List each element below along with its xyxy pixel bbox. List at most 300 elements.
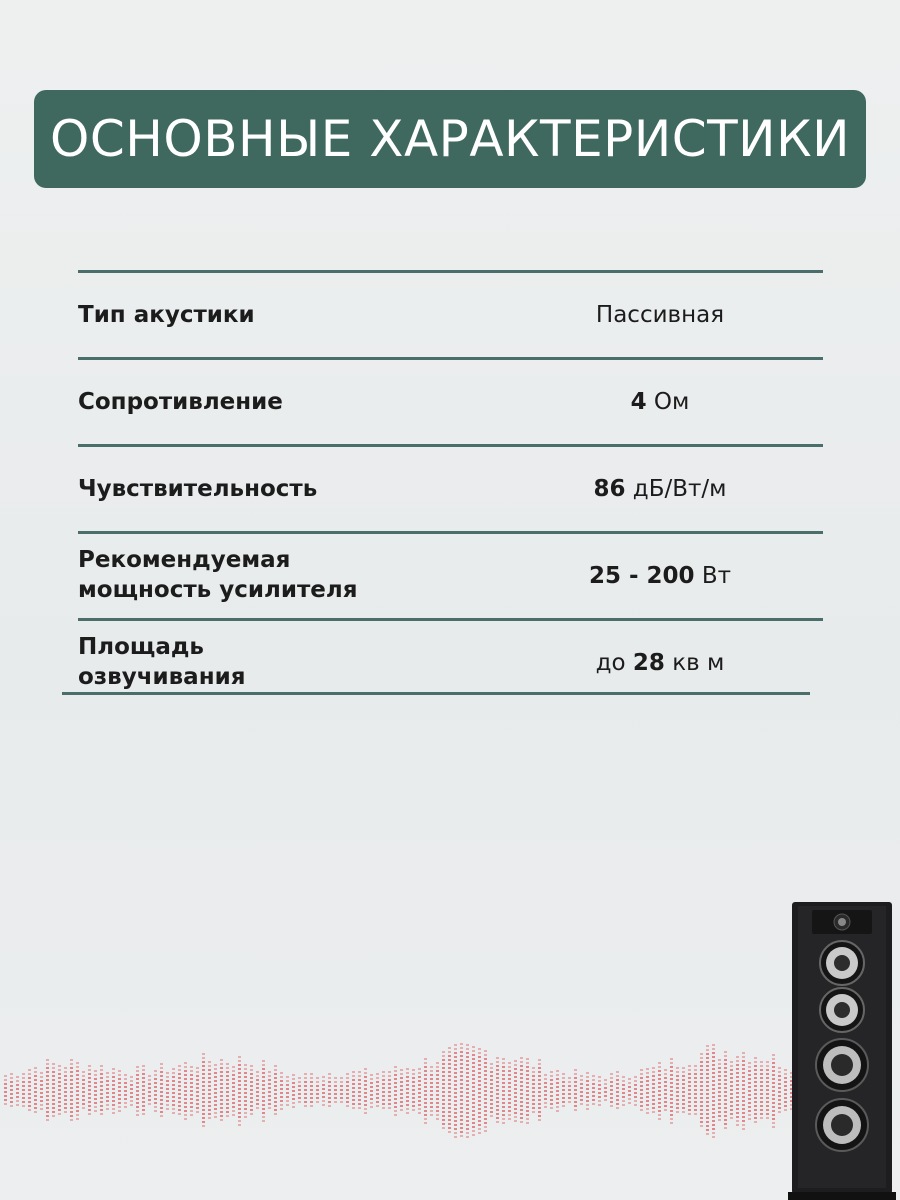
wave-dot (34, 1083, 37, 1085)
wave-dot (340, 1077, 343, 1079)
wave-dot (166, 1080, 169, 1082)
wave-dot (694, 1069, 697, 1071)
wave-dot (586, 1076, 589, 1078)
wave-dot (748, 1118, 751, 1120)
wave-dot (346, 1105, 349, 1107)
wave-dot (262, 1080, 265, 1082)
wave-dot (328, 1089, 331, 1091)
wave-dot (244, 1076, 247, 1078)
wave-dot (82, 1091, 85, 1093)
wave-dot (124, 1102, 127, 1104)
wave-dot (466, 1064, 469, 1066)
wave-dot (658, 1110, 661, 1112)
wave-dot (454, 1120, 457, 1122)
wave-dot (748, 1062, 751, 1064)
wave-dot (478, 1104, 481, 1106)
wave-dot (748, 1066, 751, 1068)
wave-dot (670, 1066, 673, 1068)
wave-dot (754, 1101, 757, 1103)
wave-dot (760, 1105, 763, 1107)
wave-dot (442, 1119, 445, 1121)
wave-dot (184, 1086, 187, 1088)
wave-dot (766, 1089, 769, 1091)
wave-dot (772, 1098, 775, 1100)
wave-dot (334, 1085, 337, 1087)
wave-dot (730, 1093, 733, 1095)
wave-dot (676, 1075, 679, 1077)
wave-dot (700, 1109, 703, 1111)
wave-dot (682, 1091, 685, 1093)
wave-dot (616, 1095, 619, 1097)
wave-dot (46, 1079, 49, 1081)
wave-dot (508, 1110, 511, 1112)
wave-dot (502, 1094, 505, 1096)
wave-dot (394, 1110, 397, 1112)
wave-dot (88, 1105, 91, 1107)
wave-dot (70, 1099, 73, 1101)
wave-dot (226, 1103, 229, 1105)
wave-dot (274, 1093, 277, 1095)
wave-dot (124, 1082, 127, 1084)
wave-dot (100, 1101, 103, 1103)
wave-dot (76, 1070, 79, 1072)
wave-dot (430, 1098, 433, 1100)
wave-dot (424, 1090, 427, 1092)
wave-dot (718, 1091, 721, 1093)
wave-dot (238, 1096, 241, 1098)
wave-dot (238, 1124, 241, 1126)
wave-dot (226, 1079, 229, 1081)
wave-dot (670, 1062, 673, 1064)
wave-dot (424, 1098, 427, 1100)
wave-dot (556, 1098, 559, 1100)
wave-dot (322, 1080, 325, 1082)
wave-dot (64, 1067, 67, 1069)
wave-dot (52, 1099, 55, 1101)
wave-dot (742, 1124, 745, 1126)
wave-dot (718, 1075, 721, 1077)
wave-dot (778, 1079, 781, 1081)
wave-dot (472, 1118, 475, 1120)
wave-dot (616, 1087, 619, 1089)
wave-dot (670, 1110, 673, 1112)
wave-dot (472, 1058, 475, 1060)
wave-dot (628, 1078, 631, 1080)
wave-dot (454, 1136, 457, 1138)
wave-dot (442, 1059, 445, 1061)
wave-dot (784, 1081, 787, 1083)
wave-dot (580, 1075, 583, 1077)
wave-dot (136, 1070, 139, 1072)
wave-dot (58, 1085, 61, 1087)
wave-dot (670, 1122, 673, 1124)
wave-dot (262, 1116, 265, 1118)
wave-dot (466, 1132, 469, 1134)
wave-dot (274, 1089, 277, 1091)
wave-dot (508, 1118, 511, 1120)
wave-dot (478, 1120, 481, 1122)
wave-dot (148, 1083, 151, 1085)
wave-dot (436, 1110, 439, 1112)
wave-dot (190, 1074, 193, 1076)
wave-dot (640, 1089, 643, 1091)
wave-dot (772, 1094, 775, 1096)
wave-dot (442, 1095, 445, 1097)
wave-dot (472, 1086, 475, 1088)
wave-dot (472, 1110, 475, 1112)
wave-dot (448, 1071, 451, 1073)
wave-dot (418, 1108, 421, 1110)
wave-dot (364, 1092, 367, 1094)
wave-dot (760, 1113, 763, 1115)
wave-dot (286, 1100, 289, 1102)
wave-dot (142, 1085, 145, 1087)
wave-dot (670, 1098, 673, 1100)
wave-dot (760, 1069, 763, 1071)
wave-dot (46, 1107, 49, 1109)
wave-dot (160, 1115, 163, 1117)
wave-dot (82, 1103, 85, 1105)
wave-dot (526, 1066, 529, 1068)
wave-dot (328, 1077, 331, 1079)
wave-dot (322, 1100, 325, 1102)
wave-dot (670, 1102, 673, 1104)
wave-dot (136, 1066, 139, 1068)
wave-dot (688, 1089, 691, 1091)
wave-dot (664, 1093, 667, 1095)
wave-dot (4, 1079, 7, 1081)
wave-dot (496, 1089, 499, 1091)
wave-dot (532, 1091, 535, 1093)
spec-label-sensitivity: Чувствительность (78, 476, 318, 502)
wave-dot (394, 1106, 397, 1108)
wave-dot (526, 1078, 529, 1080)
wave-dot (142, 1077, 145, 1079)
wave-dot (574, 1077, 577, 1079)
wave-dot (520, 1121, 523, 1123)
wave-dot (610, 1089, 613, 1091)
wave-dot (226, 1095, 229, 1097)
wave-dot (688, 1085, 691, 1087)
wave-dot (718, 1063, 721, 1065)
wave-dot (622, 1104, 625, 1106)
wave-dot (520, 1093, 523, 1095)
wave-dot (736, 1076, 739, 1078)
wave-dot (424, 1094, 427, 1096)
wave-dot (706, 1117, 709, 1119)
wave-dot (172, 1072, 175, 1074)
wave-dot (22, 1085, 25, 1087)
wave-dot (682, 1087, 685, 1089)
wave-dot (484, 1066, 487, 1068)
wave-dot (88, 1069, 91, 1071)
wave-dot (676, 1083, 679, 1085)
wave-dot (784, 1077, 787, 1079)
wave-dot (772, 1106, 775, 1108)
wave-dot (724, 1107, 727, 1109)
wave-dot (238, 1060, 241, 1062)
wave-dot (736, 1104, 739, 1106)
wave-dot (358, 1091, 361, 1093)
wave-dot (88, 1077, 91, 1079)
wave-dot (100, 1073, 103, 1075)
wave-dot (148, 1099, 151, 1101)
wave-dot (166, 1104, 169, 1106)
wave-dot (718, 1067, 721, 1069)
wave-dot (46, 1059, 49, 1061)
wave-dot (34, 1071, 37, 1073)
wave-dot (166, 1096, 169, 1098)
divider (78, 270, 823, 273)
wave-dot (364, 1080, 367, 1082)
wave-dot (376, 1081, 379, 1083)
wave-dot (502, 1066, 505, 1068)
wave-dot (706, 1073, 709, 1075)
wave-dot (70, 1083, 73, 1085)
wave-dot (196, 1067, 199, 1069)
wave-dot (352, 1099, 355, 1101)
wave-dot (268, 1079, 271, 1081)
wave-dot (424, 1110, 427, 1112)
wave-dot (58, 1089, 61, 1091)
wave-dot (538, 1083, 541, 1085)
wave-dot (112, 1080, 115, 1082)
wave-dot (196, 1103, 199, 1105)
wave-dot (364, 1112, 367, 1114)
wave-dot (574, 1097, 577, 1099)
wave-dot (268, 1091, 271, 1093)
wave-dot (4, 1091, 7, 1093)
sound-wave-graphic (0, 1030, 900, 1150)
wave-dot (406, 1100, 409, 1102)
wave-dot (16, 1092, 19, 1094)
wave-dot (190, 1110, 193, 1112)
wave-dot (670, 1114, 673, 1116)
wave-dot (148, 1087, 151, 1089)
wave-dot (442, 1083, 445, 1085)
wave-dot (346, 1097, 349, 1099)
wave-dot (736, 1092, 739, 1094)
wave-dot (238, 1064, 241, 1066)
wave-dot (4, 1099, 7, 1101)
wave-dot (430, 1066, 433, 1068)
wave-dot (58, 1097, 61, 1099)
wave-dot (532, 1079, 535, 1081)
wave-dot (298, 1085, 301, 1087)
wave-dot (658, 1070, 661, 1072)
wave-dot (520, 1117, 523, 1119)
wave-dot (298, 1089, 301, 1091)
wave-dot (436, 1094, 439, 1096)
wave-dot (562, 1105, 565, 1107)
divider (78, 531, 823, 534)
wave-dot (52, 1079, 55, 1081)
wave-dot (586, 1088, 589, 1090)
wave-dot (28, 1109, 31, 1111)
wave-dot (370, 1074, 373, 1076)
wave-dot (448, 1047, 451, 1049)
wave-dot (364, 1100, 367, 1102)
wave-dot (94, 1090, 97, 1092)
wave-dot (460, 1063, 463, 1065)
wave-dot (730, 1061, 733, 1063)
wave-dot (394, 1078, 397, 1080)
wave-dot (532, 1075, 535, 1077)
wave-dot (664, 1085, 667, 1087)
wave-dot (508, 1070, 511, 1072)
wave-dot (658, 1090, 661, 1092)
wave-dot (340, 1101, 343, 1103)
wave-dot (448, 1079, 451, 1081)
wave-dot (586, 1072, 589, 1074)
wave-dot (442, 1063, 445, 1065)
wave-dot (34, 1095, 37, 1097)
wave-dot (130, 1084, 133, 1086)
wave-dot (298, 1097, 301, 1099)
wave-dot (712, 1096, 715, 1098)
wave-dot (52, 1063, 55, 1065)
wave-dot (496, 1085, 499, 1087)
wave-dot (214, 1092, 217, 1094)
wave-dot (250, 1105, 253, 1107)
wave-dot (640, 1093, 643, 1095)
wave-dot (136, 1074, 139, 1076)
wave-dot (208, 1077, 211, 1079)
wave-dot (118, 1070, 121, 1072)
wave-dot (268, 1083, 271, 1085)
wave-dot (688, 1065, 691, 1067)
wave-dot (694, 1109, 697, 1111)
wave-dot (754, 1097, 757, 1099)
wave-dot (430, 1086, 433, 1088)
wave-dot (724, 1095, 727, 1097)
wave-dot (700, 1065, 703, 1067)
wave-dot (100, 1105, 103, 1107)
wave-dot (664, 1101, 667, 1103)
wave-dot (334, 1101, 337, 1103)
wave-dot (238, 1088, 241, 1090)
wave-dot (178, 1085, 181, 1087)
wave-dot (58, 1093, 61, 1095)
wave-dot (310, 1085, 313, 1087)
wave-dot (232, 1102, 235, 1104)
wave-dot (400, 1089, 403, 1091)
wave-dot (454, 1080, 457, 1082)
wave-dot (520, 1057, 523, 1059)
wave-dot (448, 1063, 451, 1065)
wave-dot (118, 1106, 121, 1108)
wave-dot (508, 1102, 511, 1104)
wave-dot (712, 1136, 715, 1138)
wave-dot (154, 1098, 157, 1100)
wave-dot (208, 1081, 211, 1083)
wave-dot (538, 1087, 541, 1089)
wave-dot (616, 1091, 619, 1093)
wave-dot (202, 1065, 205, 1067)
wave-dot (154, 1106, 157, 1108)
wave-dot (202, 1109, 205, 1111)
wave-dot (772, 1126, 775, 1128)
wave-dot (370, 1090, 373, 1092)
wave-dot (358, 1103, 361, 1105)
wave-dot (400, 1085, 403, 1087)
wave-dot (172, 1092, 175, 1094)
wave-dot (496, 1077, 499, 1079)
wave-dot (70, 1095, 73, 1097)
wave-dot (736, 1100, 739, 1102)
wave-dot (610, 1093, 613, 1095)
wave-dot (46, 1095, 49, 1097)
wave-dot (556, 1094, 559, 1096)
wave-dot (490, 1083, 493, 1085)
wave-dot (652, 1095, 655, 1097)
wave-dot (574, 1093, 577, 1095)
wave-dot (736, 1064, 739, 1066)
wave-dot (160, 1095, 163, 1097)
wave-dot (22, 1105, 25, 1107)
wave-dot (214, 1116, 217, 1118)
wave-dot (376, 1077, 379, 1079)
wave-dot (742, 1076, 745, 1078)
wave-dot (82, 1071, 85, 1073)
wave-dot (244, 1072, 247, 1074)
wave-dot (388, 1079, 391, 1081)
wave-dot (178, 1081, 181, 1083)
wave-dot (268, 1103, 271, 1105)
wave-dot (634, 1092, 637, 1094)
wave-dot (232, 1106, 235, 1108)
wave-dot (154, 1110, 157, 1112)
wave-dot (394, 1070, 397, 1072)
wave-dot (10, 1085, 13, 1087)
wave-dot (136, 1114, 139, 1116)
wave-dot (454, 1044, 457, 1046)
wave-dot (514, 1084, 517, 1086)
wave-dot (484, 1130, 487, 1132)
wave-dot (496, 1081, 499, 1083)
wave-dot (262, 1084, 265, 1086)
wave-dot (466, 1104, 469, 1106)
wave-dot (454, 1060, 457, 1062)
wave-dot (586, 1108, 589, 1110)
wave-dot (358, 1071, 361, 1073)
wave-dot (430, 1082, 433, 1084)
wave-dot (730, 1077, 733, 1079)
wave-dot (484, 1082, 487, 1084)
wave-dot (604, 1087, 607, 1089)
wave-dot (460, 1067, 463, 1069)
wave-dot (562, 1077, 565, 1079)
wave-dot (484, 1110, 487, 1112)
wave-dot (154, 1078, 157, 1080)
wave-dot (10, 1073, 13, 1075)
wave-dot (286, 1088, 289, 1090)
wave-dot (118, 1078, 121, 1080)
wave-dot (274, 1105, 277, 1107)
wave-dot (622, 1076, 625, 1078)
wave-dot (406, 1096, 409, 1098)
wave-dot (520, 1061, 523, 1063)
wave-dot (460, 1099, 463, 1101)
spec-value-type: Пассивная (595, 302, 725, 328)
wave-dot (706, 1097, 709, 1099)
wave-dot (364, 1068, 367, 1070)
wave-dot (760, 1089, 763, 1091)
wave-dot (520, 1105, 523, 1107)
wave-dot (382, 1091, 385, 1093)
wave-dot (460, 1095, 463, 1097)
wave-dot (484, 1106, 487, 1108)
